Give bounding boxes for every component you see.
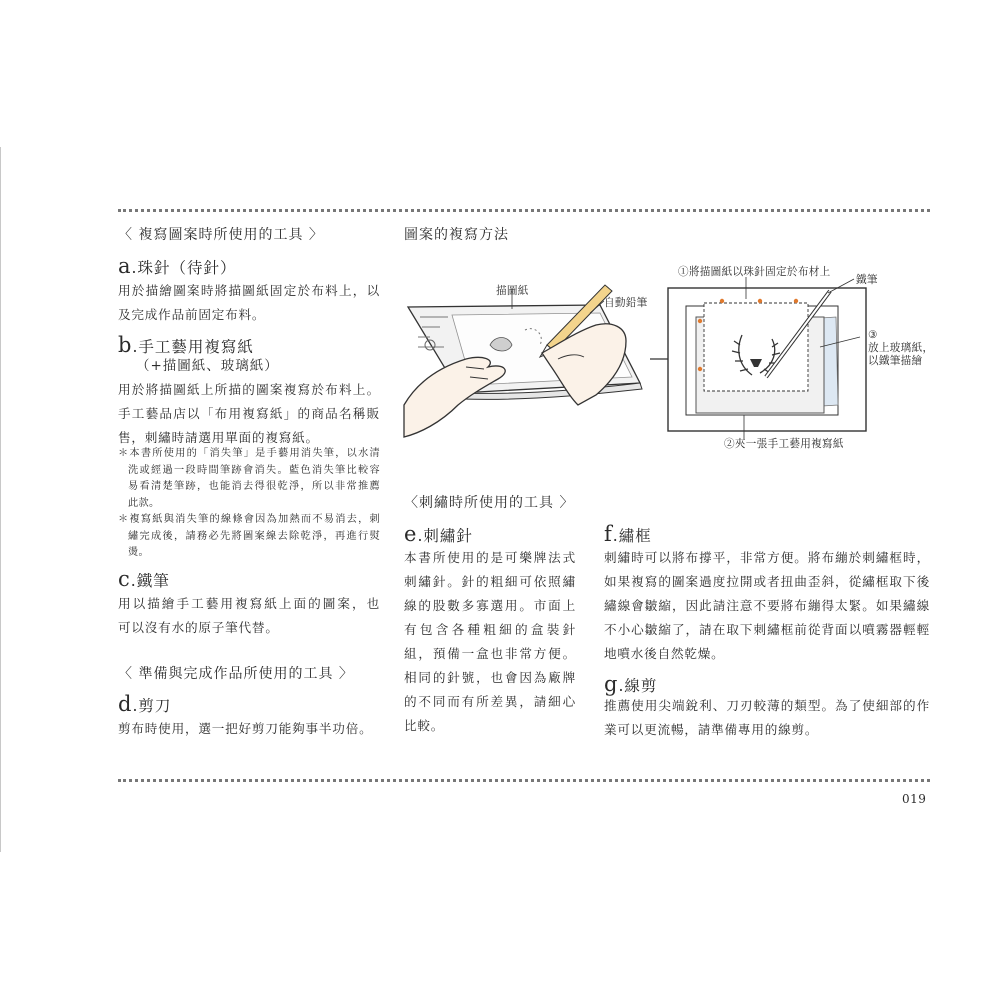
label-step-3 xyxy=(868,329,933,368)
item-g-title-text: .線剪 xyxy=(618,677,658,695)
label-step-1: ①將描圖紙以珠針固定於布材上 xyxy=(678,266,831,278)
item-b-line: 售，刺繡時請選用單面的複寫紙。 xyxy=(118,430,319,445)
label-step-3-line: 以鐵筆描繪 xyxy=(868,355,923,367)
item-g-letter: g xyxy=(604,672,618,696)
item-c-letter: c xyxy=(118,567,130,591)
frame-assembly-illustration xyxy=(668,288,866,431)
item-g-line: 業可以更流暢，請準備專用的線剪。 xyxy=(604,722,819,737)
item-f-line: 地噴水後自然乾燥。 xyxy=(604,646,725,661)
item-e-line: 有包含各種粗細的盒裝針 xyxy=(404,622,576,637)
item-a-body xyxy=(118,279,380,327)
item-d-title xyxy=(118,692,171,716)
label-tracing-paper: 描圖紙 xyxy=(496,285,529,297)
item-g-body xyxy=(604,694,930,742)
item-f-title xyxy=(604,522,652,546)
page-number: 019 xyxy=(902,792,927,806)
page-edge-line xyxy=(0,147,1,852)
item-f-line: 繡線會皺縮，因此請注意不要將布繃得太緊。如果繡線 xyxy=(604,598,930,613)
item-e-line: 組，預備一盒也非常方便。 xyxy=(404,646,576,661)
note-line: ＊本書所使用的「消失筆」是手藝用消失筆，以水清 xyxy=(118,448,380,459)
item-c-title xyxy=(118,567,170,591)
item-e-line: 本書所使用的是可樂牌法式 xyxy=(404,550,576,565)
item-c-line: 可以沒有水的原子筆代替。 xyxy=(118,620,279,635)
section-heading-tracing-tools: 〈 複寫圖案時所使用的工具 〉 xyxy=(118,227,324,243)
item-e-title-text: .刺繡針 xyxy=(417,527,473,545)
item-b-note-1 xyxy=(118,446,380,512)
item-f-line: 如果複寫的圖案過度拉開或者扭曲歪斜，從繡框取下後 xyxy=(604,574,930,589)
note-line: 洗或經過一段時間筆跡會消失。藍色消失筆比較容 xyxy=(128,464,380,476)
note-line: 此款。 xyxy=(128,497,160,509)
item-e-letter: e xyxy=(404,522,417,546)
item-d-title-text: .剪刀 xyxy=(132,697,172,715)
section-heading-prep-tools: 〈 準備與完成作品所使用的工具 〉 xyxy=(118,666,354,682)
item-e-title xyxy=(404,522,473,546)
item-f-letter: f xyxy=(604,522,612,546)
note-line: ＊複寫紙與消失筆的線條會因為加熱而不易消去，刺 xyxy=(118,514,380,525)
item-d-letter: d xyxy=(118,692,132,716)
item-g-title xyxy=(604,672,657,696)
item-a-line: 及完成作品前固定布料。 xyxy=(118,307,266,322)
item-c-title-text: .鐵筆 xyxy=(130,572,170,590)
item-e-line: 線的股數多寡選用。市面上 xyxy=(404,598,576,613)
item-f-line: 刺繡時可以將布撐平，非常方便。將布繃於刺繡框時， xyxy=(604,550,930,565)
item-b-line: 手工藝品店以「布用複寫紙」的商品名稱販 xyxy=(118,406,380,421)
item-c-body xyxy=(118,592,380,640)
item-b-line: 用於將描圖紙上所描的圖案複寫於布料上。 xyxy=(118,382,380,397)
section-heading-embroidery-tools: 〈刺繡時所使用的工具 〉 xyxy=(404,495,575,511)
item-a-title xyxy=(118,254,236,278)
item-c-line: 用以描繪手工藝用複寫紙上面的圖案，也 xyxy=(118,596,380,611)
note-line: 燙。 xyxy=(128,547,149,558)
item-b-body xyxy=(118,378,380,450)
item-d-line: 剪布時使用，選一把好剪刀能夠事半功倍。 xyxy=(118,721,373,736)
item-f-body xyxy=(604,546,930,666)
item-a-letter: a xyxy=(118,254,131,278)
item-b-title-text: .手工藝用複寫紙 xyxy=(132,338,254,356)
item-a-title-text: .珠針（待針） xyxy=(131,259,237,277)
transfer-diagram xyxy=(400,255,940,470)
bottom-dotted-rule xyxy=(118,779,930,782)
item-e-line: 比較。 xyxy=(404,718,445,733)
item-f-line: 不小心皺縮了，請在取下刺繡框前從背面以噴霧器輕輕 xyxy=(604,622,930,637)
label-step-2: ②夾一張手工藝用複寫紙 xyxy=(724,438,844,450)
note-line: 易看清楚筆跡，也能消去得很乾淨，所以非常推薦 xyxy=(128,481,380,492)
transfer-diagram-svg xyxy=(400,255,940,470)
label-mechanical-pencil: 自動鉛筆 xyxy=(604,297,648,309)
item-g-line: 推薦使用尖端銳利、刀刃較薄的類型。為了使細部的作 xyxy=(604,698,930,713)
top-dotted-rule xyxy=(118,209,930,212)
label-step-3-num: ③ xyxy=(868,329,878,341)
item-e-line: 的不同而有所差異，請細心 xyxy=(404,694,576,709)
item-b-note-2 xyxy=(118,512,380,562)
item-a-line: 用於描繪圖案時將描圖紙固定於布料上，以 xyxy=(118,283,380,298)
label-stylus: 鐵筆 xyxy=(856,274,878,286)
note-line: 繡完成後，請務必先將圖案線去除乾淨，再進行熨 xyxy=(128,530,380,542)
section-heading-transfer-method: 圖案的複寫方法 xyxy=(404,227,509,243)
item-d-body xyxy=(118,717,380,741)
item-b-subtitle: （+描圖紙、玻璃紙） xyxy=(136,358,279,374)
item-b-letter: b xyxy=(118,333,132,357)
item-e-line: 刺繡針。針的粗細可依照繡 xyxy=(404,574,576,589)
item-e-line: 相同的針號，也會因為廠牌 xyxy=(404,670,576,685)
label-step-3-line: 放上玻璃紙， xyxy=(868,342,934,354)
item-e-body xyxy=(404,546,576,738)
item-f-title-text: .繡框 xyxy=(612,527,652,545)
